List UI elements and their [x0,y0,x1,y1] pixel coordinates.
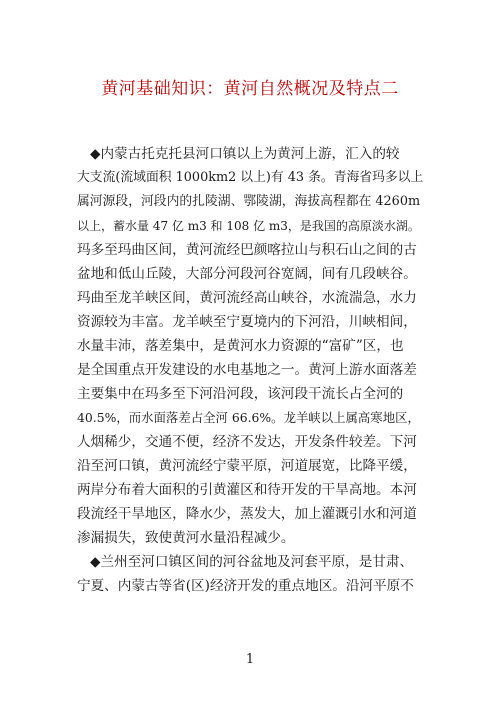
text-line: 渗漏损失，致使黄河水量沿程减少。 [77,530,295,546]
page-number: 1 [245,652,255,667]
text-line: 玛多至玛曲区间，黄河流经巴颜喀拉山与积石山之间的古 [77,242,417,258]
text-line: 属河源段，河段内的扎陵湖、鄂陵湖，海拔高程都在 4260m [77,194,421,209]
text-line: 主要集中在玛多至下河沿河段，该河段干流长占全河的 [77,386,404,402]
text-line: 是全国重点开发建设的水电基地之一。黄河上游水面落差 [77,362,417,378]
text-line: 人烟稀少，交通不便，经济不发达，开发条件较差。下河 [77,434,417,450]
text-line: 宁夏、内蒙古等省(区)经济开发的重点地区。沿河平原不 [77,578,414,594]
text-line: ◆内蒙古托克托县河口镇以上为黄河上游，汇入的较 [90,146,400,162]
page-title: 黄河基础知识：黄河自然概况及特点二 [101,79,399,99]
text-line: 沿至河口镇，黄河流经宁蒙平原，河道展宽，比降平缓， [77,458,417,474]
text-line: 段流经干旱地区，降水少，蒸发大，加上灌溉引水和河道 [77,506,417,522]
text-line: 水量丰沛，落差集中，是黄河水力资源的“富矿”区，也 [77,338,404,354]
text-line: 大支流(流域面积 1000km2 以上)有 43 条。青海省玛多以上 [77,170,424,185]
text-line: 40.5%，而水面落差占全河 66.6%。龙羊峡以上属高寒地区， [77,410,420,425]
text-line: 两岸分布着大面积的引黄灌区和待开发的干旱高地。本河 [77,482,417,498]
body-text [77,142,423,598]
text-line: ◆兰州至河口镇区间的河谷盆地及河套平原，是甘肃、 [90,554,414,570]
text-line: 以上，蓄水量 47 亿 m3 和 108 亿 m3，是我国的高原淡水湖。 [77,219,420,233]
text-line: 玛曲至龙羊峡区间，黄河流经高山峡谷，水流湍急，水力 [77,290,417,306]
text-line: 盆地和低山丘陵，大部分河段河谷宽阔，间有几段峡谷。 [77,266,417,282]
text-line: 资源较为丰富。龙羊峡至宁夏境内的下河沿，川峡相间， [77,314,417,330]
